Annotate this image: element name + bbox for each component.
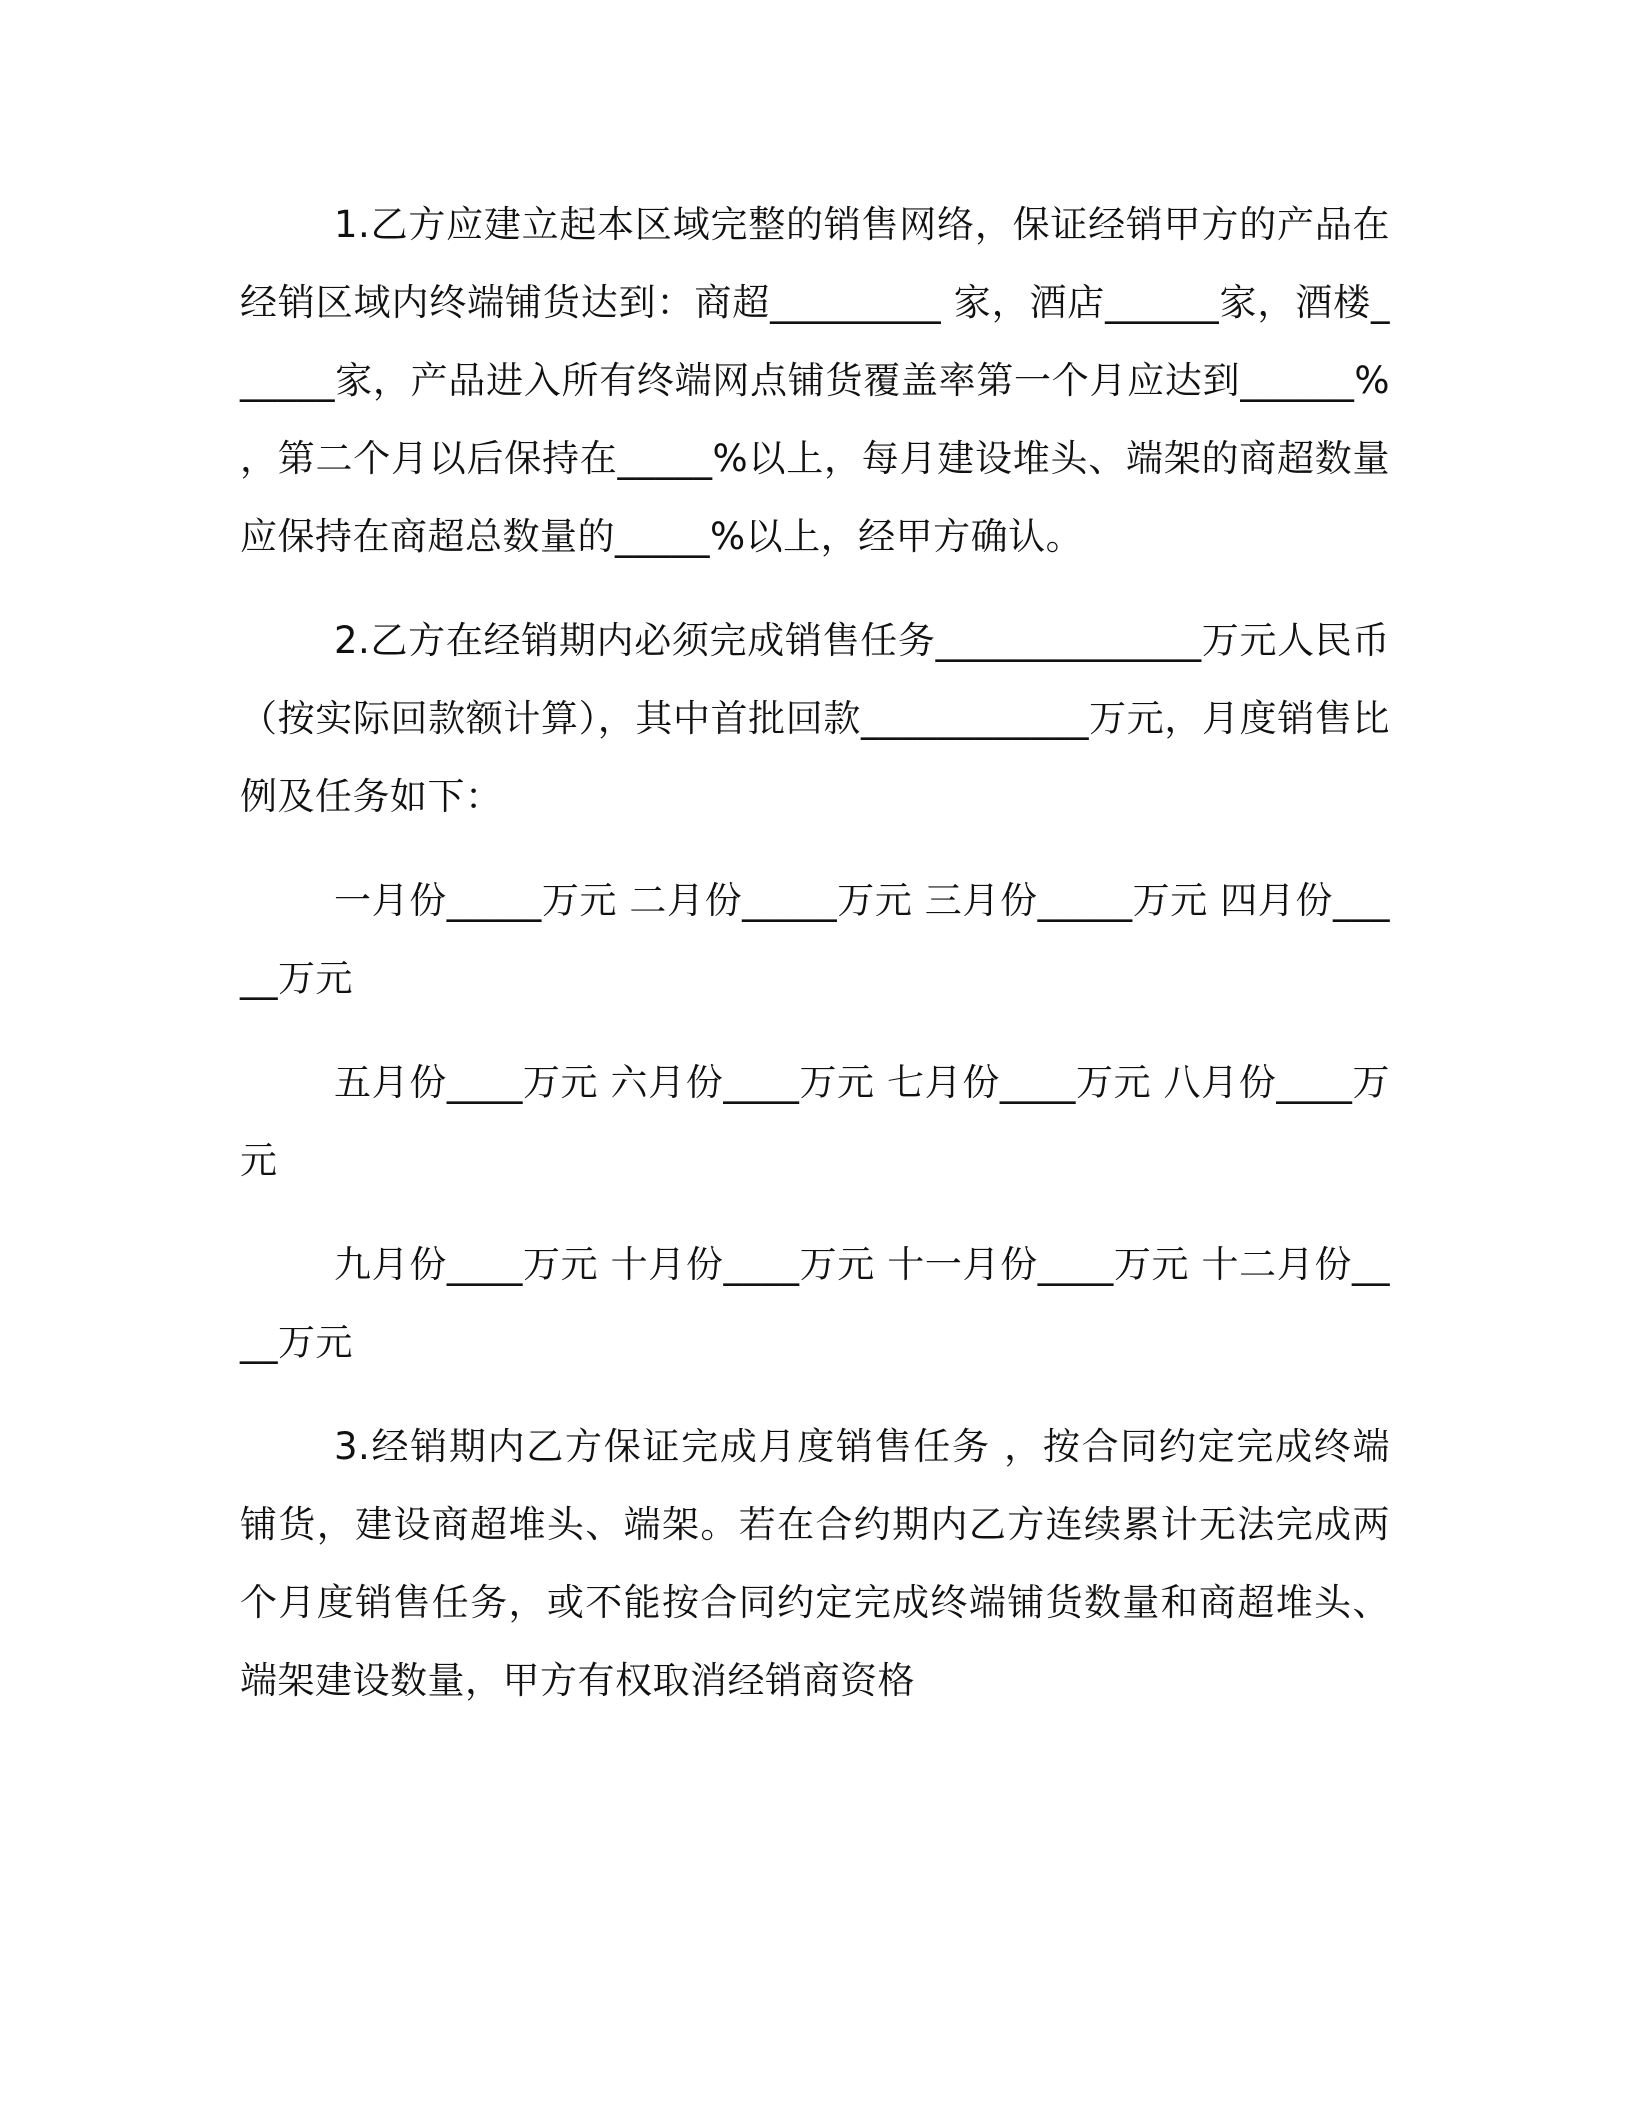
clause-2-sales-target: 2.乙方在经销期内必须完成销售任务______________万元人民币（按实际回款额计算），其中首批回款____________万元，月度销售比例及任务如下： (240, 619, 1390, 818)
paragraph-gap (240, 1018, 1390, 1044)
monthly-targets-may-aug: 五月份____万元 六月份____万元 七月份____万元 八月份____万元 (240, 1061, 1390, 1182)
paragraph-gap (240, 836, 1390, 862)
document-body (240, 186, 1390, 1720)
paragraph-gap (240, 1382, 1390, 1408)
paragraph-gap (240, 576, 1390, 602)
paragraph-gap (240, 1200, 1390, 1226)
monthly-targets-jan-apr: 一月份_____万元 二月份_____万元 三月份_____万元 四月份_____万元 (240, 879, 1390, 1000)
monthly-targets-sep-dec: 九月份____万元 十月份____万元 十一月份____万元 十二月份____万元 (240, 1243, 1390, 1364)
clause-3-disqualification: 3.经销期内乙方保证完成月度销售任务 ，按合同约定完成终端铺货，建设商超堆头、端架。若在合约期内乙方连续累计无法完成两个月度销售任务，或不能按合同约定完成终端铺货数量和商超堆头、端架建设数量，甲方有权取消经销商资格 (240, 1425, 1390, 1702)
clause-1-terminal-coverage: 1.乙方应建立起本区域完整的销售网络，保证经销甲方的产品在经销区域内终端铺货达到：商超_________ 家，酒店______家，酒楼______家，产品进入所有终端网点铺货覆盖率第一个月应达到______% ，第二个月以后保持在_____%以上，每月建设堆头、端架的商超数量应保持在商超总数量的_____%以上，经甲方确认。 (240, 203, 1390, 558)
